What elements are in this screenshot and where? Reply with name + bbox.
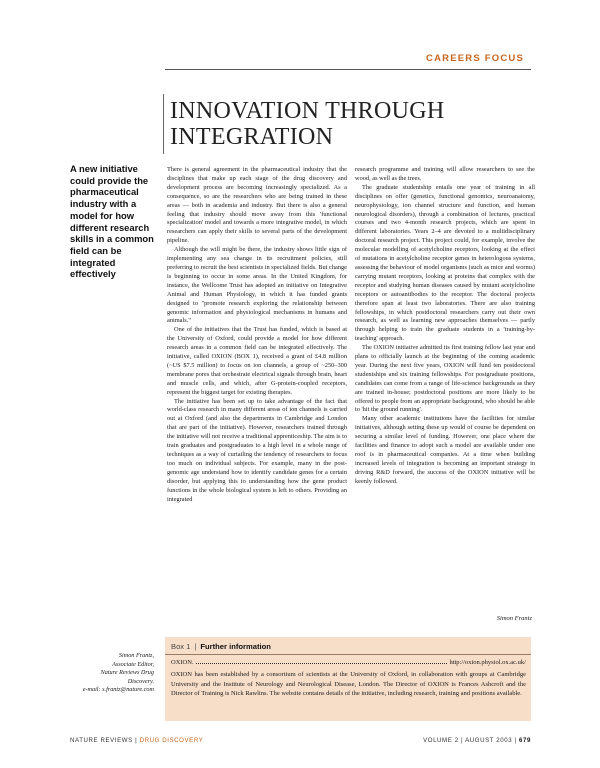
- paragraph: research programme and training will allow researchers to see the wood, as well as the trees.: [355, 166, 535, 182]
- page-number: 679: [519, 737, 531, 744]
- footer-journal: [70, 737, 203, 744]
- box-link-row[interactable]: [171, 659, 526, 666]
- box-rule: [165, 654, 531, 655]
- footer-issue-text: VOLUME 2 | AUGUST 2003 |: [423, 737, 517, 744]
- paragraph: Many other academic institutions have the facilities for similar initiatives, although setting these up would of course be dependent on securing a similar level of funding. However, one place where the facilities and finance to adopt such a model are available under one roof is in pharmaceutical companies. At a time when building increased levels of integration is becoming an important strategy in driving R&D forward, the success of the OXION initiative will be keenly followed.: [355, 415, 535, 485]
- author-role: Associate Editor,: [112, 660, 154, 668]
- footer-separator: |: [135, 737, 138, 744]
- box-header: [171, 642, 271, 651]
- headline-line-1: INNOVATION THROUGH: [170, 98, 445, 124]
- author-email[interactable]: e-mail: s.frantz@nature.com: [82, 686, 154, 694]
- box-label: Box 1: [171, 642, 191, 651]
- author-journal: Discovery.: [127, 677, 154, 685]
- paragraph: There is general agreement in the pharmaceutical industry that the disciplines that make up each stage of the drug discovery and development process are becoming increasingly specialized. As a consequence, so are the researchers who are being trained in these areas — both in academia and industry. But there is also a general feeling that industry should move away from this 'functional specialization' model and towards a more integrative model, in which researchers can apply their skills to several parts of the development pipeline.: [167, 166, 347, 245]
- footer-issue: [423, 737, 531, 744]
- headline-rule: [163, 94, 164, 154]
- header-rule: [165, 69, 531, 70]
- paragraph: Although the will might be there, the industry shows little sign of implementing any sea change in its recruitment policies, still preferring to recruit the best scientists in specialized fields. But change is beginning to occur in some areas. In the United Kingdom, for instance, the Wellcome Trust has adopted an initiative on Integrative Animal and Human Physiology, in which it has funded grants designed to "promote research exploring the relationship between genomic information and physiological mechanisms in humans and animals.": [167, 246, 347, 325]
- further-information-box: [165, 637, 531, 721]
- paragraph: One of the initiatives that the Trust has funded, which is based at the University of Oxford, could provide a model for how different research areas in a common field can be integrated effectively. The initiative, called OXION (BOX 1), received a grant of £4.8 million (~US $7.5 million) to focus on ion channels, a group of ~250–300 membrane pores that orchestrate electrical signals through brain, heart and muscle cells, and which, after G-protein-coupled receptors, represent the biggest target for existing therapies.: [167, 326, 347, 396]
- paragraph: The graduate studentship entails one year of training in all disciplines on offer (genetics, functional genomics, neuroanatomy, neurophysiology, ion channel structure and function, and human neurological disorders), through a combination of lectures, practical courses and two 4-month research projects, which are spent in different laboratories. Years 2–4 are devoted to a multidisciplinary doctoral research project. This project could, for example, involve the molecular modelling of acetylcholine receptors, looking at the effect of mutations in acetylcholine receptor genes in heterologous systems, assessing the behaviour of model organisms (such as mice and worms) carrying mutant receptors, looking at proteins that complex with the receptor and studying human diseases caused by mutant acetylcholine receptors or autoantibodies to the receptor. The doctoral projects therefore span at least two laboratories. There are also training fellowships, in which postdoctoral researchers carry out their own research, as well as learning new approaches themselves — partly through helping to train the graduate students in a 'training-by-teaching' approach.: [355, 183, 535, 343]
- body-column-2: [355, 166, 535, 608]
- body-column-1: [167, 166, 347, 608]
- footer-section: DRUG DISCOVERY: [139, 737, 204, 744]
- author-name: Simon Frantz,: [118, 652, 154, 659]
- author-journal: Nature Reviews Drug: [100, 669, 154, 677]
- headline: [170, 98, 445, 150]
- box-divider: |: [194, 642, 197, 651]
- box-body: OXION has been established by a consortium of scientists at the University of Oxford, in collaboration with groups at Cambridge University and the Institute of Neurology and Neurological Disease, London. The Director of OXION is Frances Ashcroft and the Director of Training is Nick Rawlins. The website contains details of the initiative, including research, training and positions available.: [171, 671, 526, 698]
- author-affiliation: [60, 652, 154, 695]
- footer-journal-name: NATURE REVIEWS: [70, 737, 133, 744]
- link-label: OXION.: [171, 659, 194, 666]
- standfirst: A new initiative could provide the pharmaceutical industry with a model for how different research skills in a common field can be integrated effectively: [70, 163, 154, 280]
- paragraph: The OXION initiative admitted its first training fellow last year and plans to officially launch at the beginning of the coming academic year. During the next five years, OXION will fund ten postdoctoral studentships and six training fellowships. For postgraduate positions, candidates can come from a range of life-science backgrounds as they are trained in-house; postdoctoral positions are more likely to be offered to people from an appropriate background, who should be able to 'hit the ground running'.: [355, 344, 535, 414]
- box-title: Further information: [200, 642, 271, 651]
- paragraph: The initiative has been set up to take advantage of the fact that world-class research in many different areas of ion channels is carried out at Oxford (and also the departments in Cambridge and London that are part of the initiative). However, researchers trained through the initiative will not receive a traditional apprenticeship. The aim is to train graduates and postgraduates to a high level in a whole range of techniques as a way of curtailing the tendency of researchers to focus too much on individual subjects. For example, many in the post-genomic age understand how to identify candidate genes for a certain disorder, but applying this to understanding how the gene product functions in the whole biological system is left to others. Providing an integrated: [167, 397, 347, 503]
- dot-leader: [196, 659, 448, 664]
- article-signoff: Simon Frantz: [496, 615, 532, 622]
- headline-line-2: INTEGRATION: [170, 124, 334, 150]
- link-url[interactable]: http://oxion.physiol.ox.ac.uk/: [449, 659, 526, 666]
- section-kicker: CAREERS FOCUS: [426, 53, 524, 64]
